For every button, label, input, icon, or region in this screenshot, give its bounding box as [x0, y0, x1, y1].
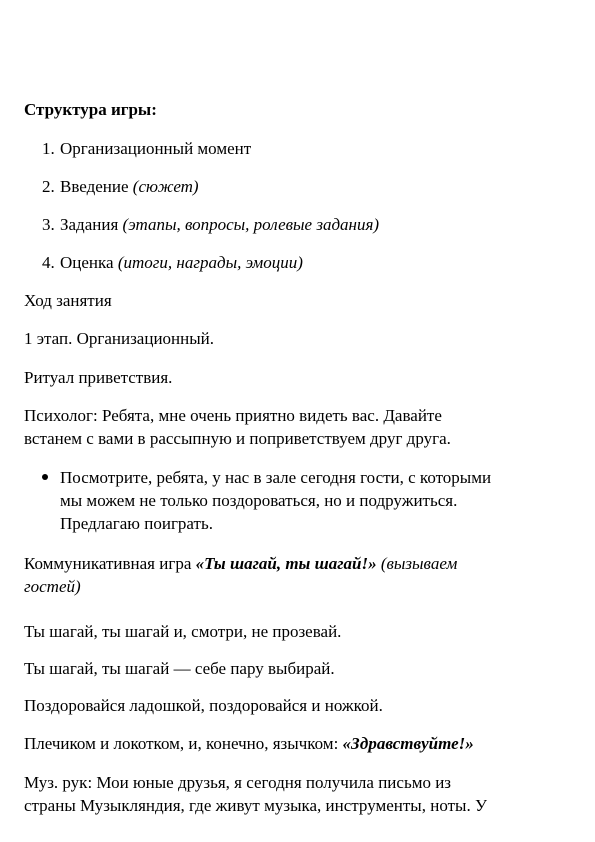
list-item-text: [60, 137, 251, 160]
list-number: 2.: [42, 177, 55, 196]
paragraph-line: Муз. рук: Мои юные друзья, я сегодня получила письмо из: [24, 773, 452, 792]
paragraph-line: Психолог: Ребята, мне очень приятно видеть вас. Давайте: [24, 406, 442, 425]
list-number: 4.: [42, 253, 55, 272]
game-note: (вызываем: [376, 554, 458, 573]
list-item-note: (сюжет): [132, 177, 199, 196]
list-item-text: [60, 213, 379, 236]
bullet-text: [60, 466, 491, 535]
greeting-ritual: Ритуал приветствия.: [24, 368, 173, 387]
verse-prefix: Плечиком и локотком, и, конечно, язычком:: [24, 734, 343, 753]
verse-greeting: «Здравствуйте!»: [342, 734, 474, 753]
paragraph-line: встанем с вами в рассыпную и поприветствуем друг друга.: [24, 429, 451, 448]
paragraph-line: [24, 552, 574, 575]
stage-one-title: 1 этап. Организационный.: [24, 329, 215, 348]
lesson-progress-heading: Ход занятия: [24, 291, 112, 310]
psychologist-paragraph: [24, 404, 574, 450]
list-item-label: Введение: [60, 177, 133, 196]
list-item-label: Оценка: [60, 253, 118, 272]
paragraph-line: мы можем не только поздороваться, но и подружиться.: [60, 491, 458, 510]
paragraph-line: Посмотрите, ребята, у нас в зале сегодня гости, с которыми: [60, 468, 492, 487]
verse-line-4: [24, 732, 574, 755]
list-item-note: (итоги, награды, эмоции): [117, 253, 303, 272]
list-number: 3.: [42, 215, 55, 234]
verse-line-1: Ты шагай, ты шагай и, смотри, не прозевай.: [24, 622, 342, 641]
structure-heading: Структура игры:: [24, 100, 157, 119]
list-item-label: Организационный момент: [60, 139, 252, 158]
list-item-text: [60, 175, 199, 198]
bullet-icon: [42, 474, 48, 480]
list-item-text: [60, 251, 303, 274]
paragraph-line: гостей): [24, 577, 81, 596]
paragraph-line: страны Музыкляндия, где живут музыка, инструменты, ноты. У: [24, 796, 487, 815]
list-item-label: Задания: [60, 215, 123, 234]
communicative-game-paragraph: [24, 552, 574, 598]
verse-line-2: Ты шагай, ты шагай — себе пару выбирай.: [24, 659, 335, 678]
verse-line-3: Поздоровайся ладошкой, поздоровайся и ножкой.: [24, 696, 383, 715]
paragraph-line: Предлагаю поиграть.: [60, 514, 213, 533]
game-title: «Ты шагай, ты шагай!»: [195, 554, 377, 573]
list-item-note: (этапы, вопросы, ролевые задания): [122, 215, 380, 234]
music-director-paragraph: [24, 771, 574, 817]
list-number: 1.: [42, 139, 55, 158]
game-prefix: Коммуникативная игра: [24, 554, 196, 573]
